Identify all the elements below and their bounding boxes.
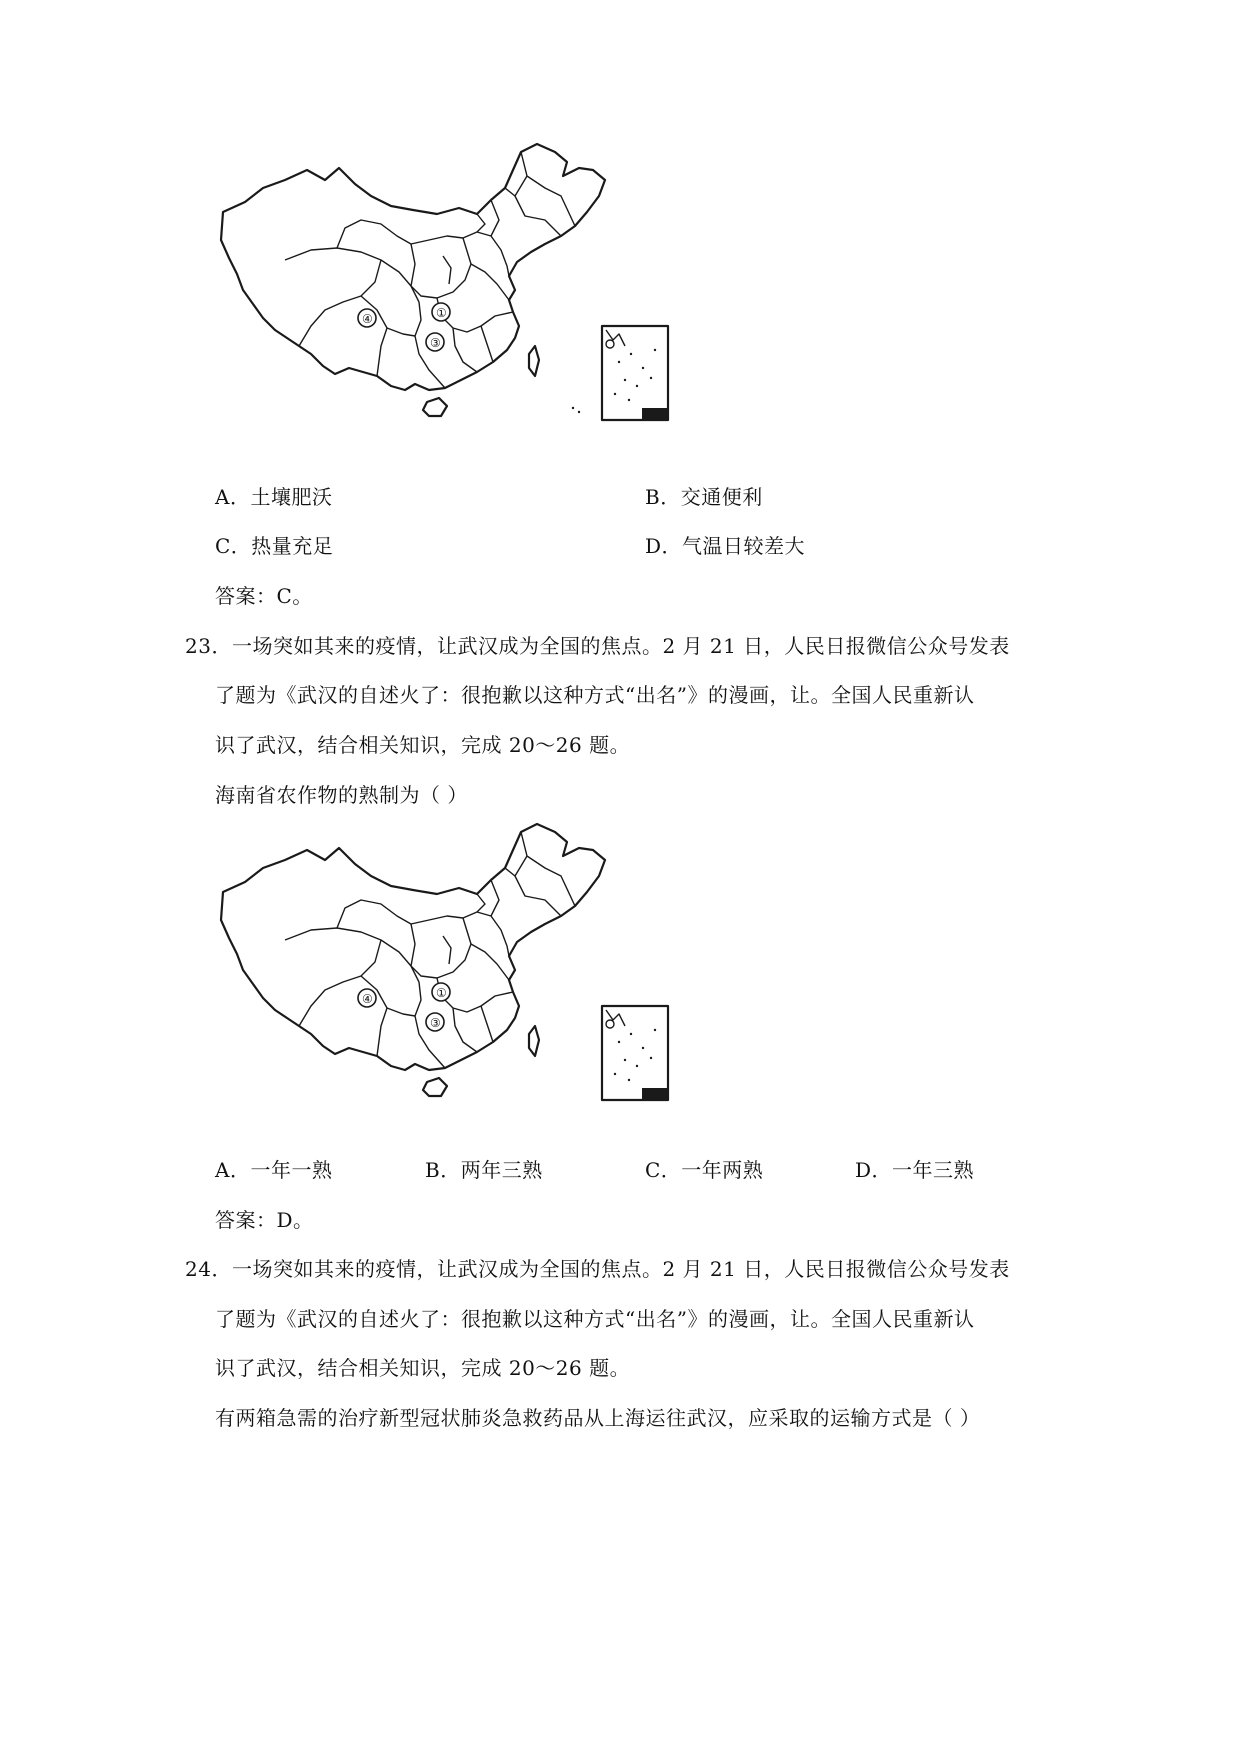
q23-option-d: D．一年三熟	[855, 1158, 975, 1182]
q23-stem-line-1: 23．一场突如其来的疫情，让武汉成为全国的焦点。2 月 21 日，人民日报微信公众号发表	[185, 634, 1010, 658]
q23-option-b: B．两年三熟	[425, 1158, 543, 1182]
china-map-icon	[215, 140, 685, 470]
marker-1: ①	[436, 306, 447, 320]
q24-question: 有两箱急需的治疗新型冠状肺炎急救药品从上海运往武汉，应采取的运输方式是（ ）	[215, 1406, 981, 1430]
q23-stem-line-3: 识了武汉，结合相关知识，完成 20～26 题。	[215, 733, 631, 757]
q23-question: 海南省农作物的熟制为（ ）	[215, 783, 468, 807]
china-map-icon	[215, 820, 685, 1150]
q22-option-a: A．土壤肥沃	[215, 485, 333, 509]
q22-option-c: C．热量充足	[215, 534, 334, 558]
q23-answer: 答案：D。	[215, 1208, 314, 1232]
china-map-q22	[215, 140, 685, 470]
marker-4: ④	[362, 312, 373, 326]
q24-stem-line-2: 了题为《武汉的自述火了：很抱歉以这种方式“出名”》的漫画，让。全国人民重新认	[215, 1307, 975, 1331]
marker-4: ④	[362, 992, 373, 1006]
q22-option-d: D．气温日较差大	[645, 534, 806, 558]
q24-stem-line-3: 识了武汉，结合相关知识，完成 20～26 题。	[215, 1356, 631, 1380]
marker-3: ③	[430, 1016, 441, 1030]
q23-option-c: C．一年两熟	[645, 1158, 764, 1182]
q22-option-b: B．交通便利	[645, 485, 763, 509]
q23-option-a: A．一年一熟	[215, 1158, 333, 1182]
q24-stem-line-1: 24．一场突如其来的疫情，让武汉成为全国的焦点。2 月 21 日，人民日报微信公众号发表	[185, 1257, 1010, 1281]
q22-answer: 答案：C。	[215, 584, 313, 608]
china-map-q23	[215, 820, 685, 1150]
marker-3: ③	[430, 336, 441, 350]
marker-1: ①	[436, 986, 447, 1000]
q23-stem-line-2: 了题为《武汉的自述火了：很抱歉以这种方式“出名”》的漫画，让。全国人民重新认	[215, 683, 975, 707]
